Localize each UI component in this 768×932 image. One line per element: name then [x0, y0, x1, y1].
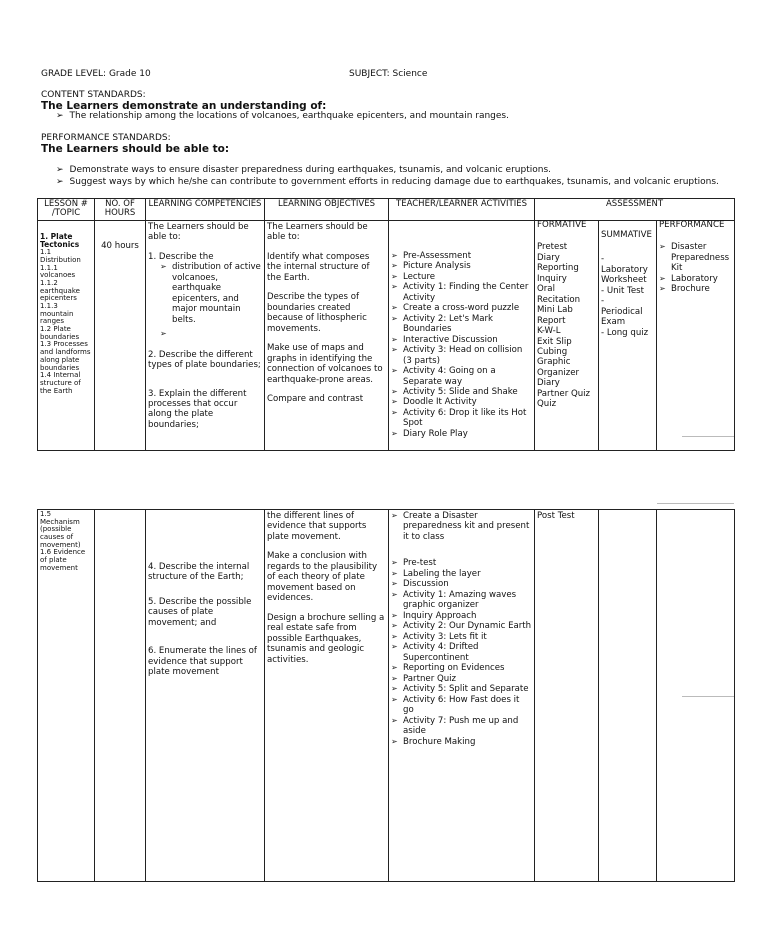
competency-3: 3. Explain the different processes that occur along the plate boundaries; — [148, 388, 247, 430]
competencies-cell — [146, 510, 265, 882]
grade-level: GRADE LEVEL: Grade 10 — [41, 69, 151, 79]
activity-item: ➢ Activity 1: Finding the Center Activity — [391, 282, 532, 303]
activity-item: ➢ Activity 3: Lets fit it — [391, 632, 532, 642]
activity-item: ➢ Activity 5: Slide and Shake — [391, 387, 532, 397]
col-activities-header: TEACHER/LEARNER ACTIVITIES — [389, 199, 535, 221]
hours-cell — [95, 220, 146, 450]
formative-item: Reporting — [537, 263, 579, 274]
performance-header: PERFORMANCE — [659, 219, 725, 230]
content-standards-heading: CONTENT STANDARDS: — [41, 90, 146, 100]
summative-item: Laboratory Worksheet — [601, 264, 648, 286]
activity-item: ➢ Interactive Discussion — [391, 335, 532, 345]
summative-header: SUMMATIVE — [601, 229, 652, 240]
objective-4: Compare and contrast — [267, 393, 364, 404]
hours-cell — [95, 510, 146, 882]
formative-item: Post Test — [537, 511, 575, 521]
activity-item: ➢ Labeling the layer — [391, 569, 532, 579]
summative-item: - Long quiz — [601, 327, 649, 338]
activity-item: ➢ Activity 1: Amazing waves graphic organizer — [391, 590, 532, 611]
objectives-cell — [265, 220, 389, 450]
lesson-item: 1.5 Mechanism (possible causes of movement) — [40, 510, 81, 549]
objective-6: Design a brochure selling a real estate safe from possible Earthquakes, tsunamis and geologic activities. — [267, 612, 385, 665]
objective-3: Make use of maps and graphs in identifying the connection of volcanoes to earthquake-prone areas. — [267, 343, 383, 385]
competency-5: 5. Describe the possible causes of plate movement; and — [148, 596, 252, 628]
summative-item: - — [601, 296, 605, 307]
competencies-lead: The Learners should be able to: — [148, 221, 249, 243]
activity-item: ➢ Activity 3: Head on collision (3 parts) — [391, 345, 532, 366]
formative-item: Exit Slip — [537, 336, 572, 347]
objectives-lead: The Learners should be able to: — [267, 221, 368, 243]
col-objectives-header: LEARNING OBJECTIVES — [265, 199, 389, 221]
activity-item: ➢ Picture Analysis — [391, 261, 532, 271]
lesson-title: 1. Plate Tectonics — [40, 231, 80, 249]
activity-item: ➢ Brochure Making — [391, 737, 532, 747]
performance-standards-lead: The Learners should be able to: — [41, 143, 230, 155]
gray-rule — [682, 696, 734, 697]
performance-cell — [657, 220, 735, 450]
formative-cell — [535, 510, 599, 882]
activity-item: ➢ Doodle It Activity — [391, 397, 532, 407]
content-standard-item: ➢ The relationship among the locations of volcanoes, earthquake epicenters, and mountain ranges. — [56, 111, 509, 122]
activity-item: ➢ Activity 4: Drifted Supercontinent — [391, 642, 532, 663]
activity-item: ➢ Activity 2: Let's Mark Boundaries — [391, 314, 532, 335]
performance-item: ➢ Laboratory — [659, 274, 732, 284]
col-lesson-header: LESSON # /TOPIC — [38, 199, 95, 221]
formative-item: Inquiry — [537, 273, 567, 284]
activities-cell — [389, 510, 535, 882]
activity-item: ➢ Discussion — [391, 579, 532, 589]
gray-rule — [682, 436, 734, 437]
formative-item: Diary — [537, 378, 560, 389]
objective-4-continued: the different lines of evidence that supports plate movement. — [267, 511, 367, 542]
competency-1-detail: ➢ distribution of active volcanoes, earthquake epicenters, and major mountain belts. — [160, 262, 262, 325]
performance-item: ➢ Brochure — [659, 284, 732, 294]
col-assessment-header: ASSESSMENT — [535, 199, 735, 221]
activity-item: ➢ Diary Role Play — [391, 429, 532, 439]
objective-2: Describe the types of boundaries created because of lithospheric movements. — [267, 292, 367, 334]
formative-item: Oral Recitation — [537, 284, 581, 305]
activity-item: ➢ Create a Disaster preparedness kit and present it to class — [391, 511, 532, 542]
activity-item: ➢ Partner Quiz — [391, 674, 532, 684]
summative-cell — [599, 220, 657, 450]
formative-item: Quiz — [537, 399, 557, 410]
formative-item: Graphic Organizer — [537, 357, 580, 378]
activity-item: ➢ Activity 6: Drop it like its Hot Spot — [391, 408, 532, 429]
lesson-item: 1.2 Plate boundaries — [40, 325, 80, 341]
performance-item: ➢ Disaster Preparedness Kit — [659, 242, 732, 273]
activity-item: ➢ Inquiry Approach — [391, 611, 532, 621]
formative-item: Partner Quiz — [537, 388, 591, 399]
lesson-item: 1.1 Distribution — [40, 248, 81, 264]
formative-item: Diary — [537, 252, 560, 263]
lesson-item: 1.1.1 volcanoes — [40, 263, 76, 280]
competency-1: 1. Describe the — [148, 251, 214, 262]
subject: SUBJECT: Science — [349, 69, 428, 79]
performance-standards-heading: PERFORMANCE STANDARDS: — [41, 133, 171, 143]
lesson-item: 1.1.2 earthquake epicenters — [40, 278, 80, 303]
lesson-item: 1.6 Evidence of plate movement — [40, 548, 86, 572]
formative-item: Cubing — [537, 346, 568, 357]
competencies-cell — [146, 220, 265, 450]
formative-header: FORMATIVE — [537, 219, 587, 230]
objective-5: Make a conclusion with regards to the plausibility of each theory of plate movement based on evidences. — [267, 551, 378, 604]
empty-bullet — [160, 329, 262, 339]
lesson-item: 1.4 Internal structure of the Earth — [40, 371, 81, 395]
activities-cell — [389, 220, 535, 450]
objectives-cell — [265, 510, 389, 882]
lesson-cell — [38, 510, 95, 882]
col-competencies-header: LEARNING COMPETENCIES — [146, 199, 265, 221]
performance-standard-item: ➢ Suggest ways by which he/she can contribute to government efforts in reducing damage due to earthquakes, tsunamis, and volcanic eruptions. — [56, 177, 719, 188]
hours-value: 40 hours — [101, 240, 139, 251]
col-hours-header: NO. OF HOURS — [95, 199, 146, 221]
competency-6: 6. Enumerate the lines of evidence that support plate movement — [148, 646, 257, 678]
lesson-item: 1.3 Processes and landforms along plate boundaries — [40, 340, 91, 372]
competency-2: 2. Describe the different types of plate boundaries; — [148, 349, 261, 371]
activity-item: ➢ Activity 7: Push me up and aside — [391, 716, 532, 737]
summative-item: - Unit Test — [601, 285, 644, 296]
content-standards-lead: The Learners demonstrate an understanding of: — [41, 100, 327, 112]
gray-rule — [657, 503, 734, 504]
activity-item: ➢ Pre-Assessment — [391, 251, 532, 261]
summative-cell — [599, 510, 657, 882]
activity-item: ➢ Lecture — [391, 272, 532, 282]
curriculum-table-top — [37, 198, 735, 451]
summative-item: - — [601, 254, 605, 265]
lesson-item: 1.1.3 mountain ranges — [40, 302, 74, 326]
formative-item: Mini Lab Report — [537, 305, 573, 326]
objective-1: Identify what composes the internal structure of the Earth. — [267, 251, 370, 283]
summative-item: Periodical Exam — [601, 306, 643, 328]
performance-standard-item: ➢ Demonstrate ways to ensure disaster preparedness during earthquakes, tsunamis, and volcanic eruptions. — [56, 165, 551, 176]
activity-item: ➢ Create a cross-word puzzle — [391, 303, 532, 313]
formative-cell — [535, 220, 599, 450]
formative-item: K-W-L — [537, 326, 561, 337]
activity-item: ➢ Activity 6: How Fast does it go — [391, 695, 532, 716]
competency-4: 4. Describe the internal structure of the Earth; — [148, 562, 250, 583]
activity-item: ➢ Activity 5: Split and Separate — [391, 684, 532, 694]
activity-item: ➢ Activity 2: Our Dynamic Earth — [391, 621, 532, 631]
activity-item: ➢ Reporting on Evidences — [391, 663, 532, 673]
formative-item: Pretest — [537, 242, 568, 253]
lesson-cell — [38, 220, 95, 450]
activity-item: ➢ Pre-test — [391, 558, 532, 568]
activity-item: ➢ Activity 4: Going on a Separate way — [391, 366, 532, 387]
curriculum-table-bottom — [37, 509, 735, 882]
